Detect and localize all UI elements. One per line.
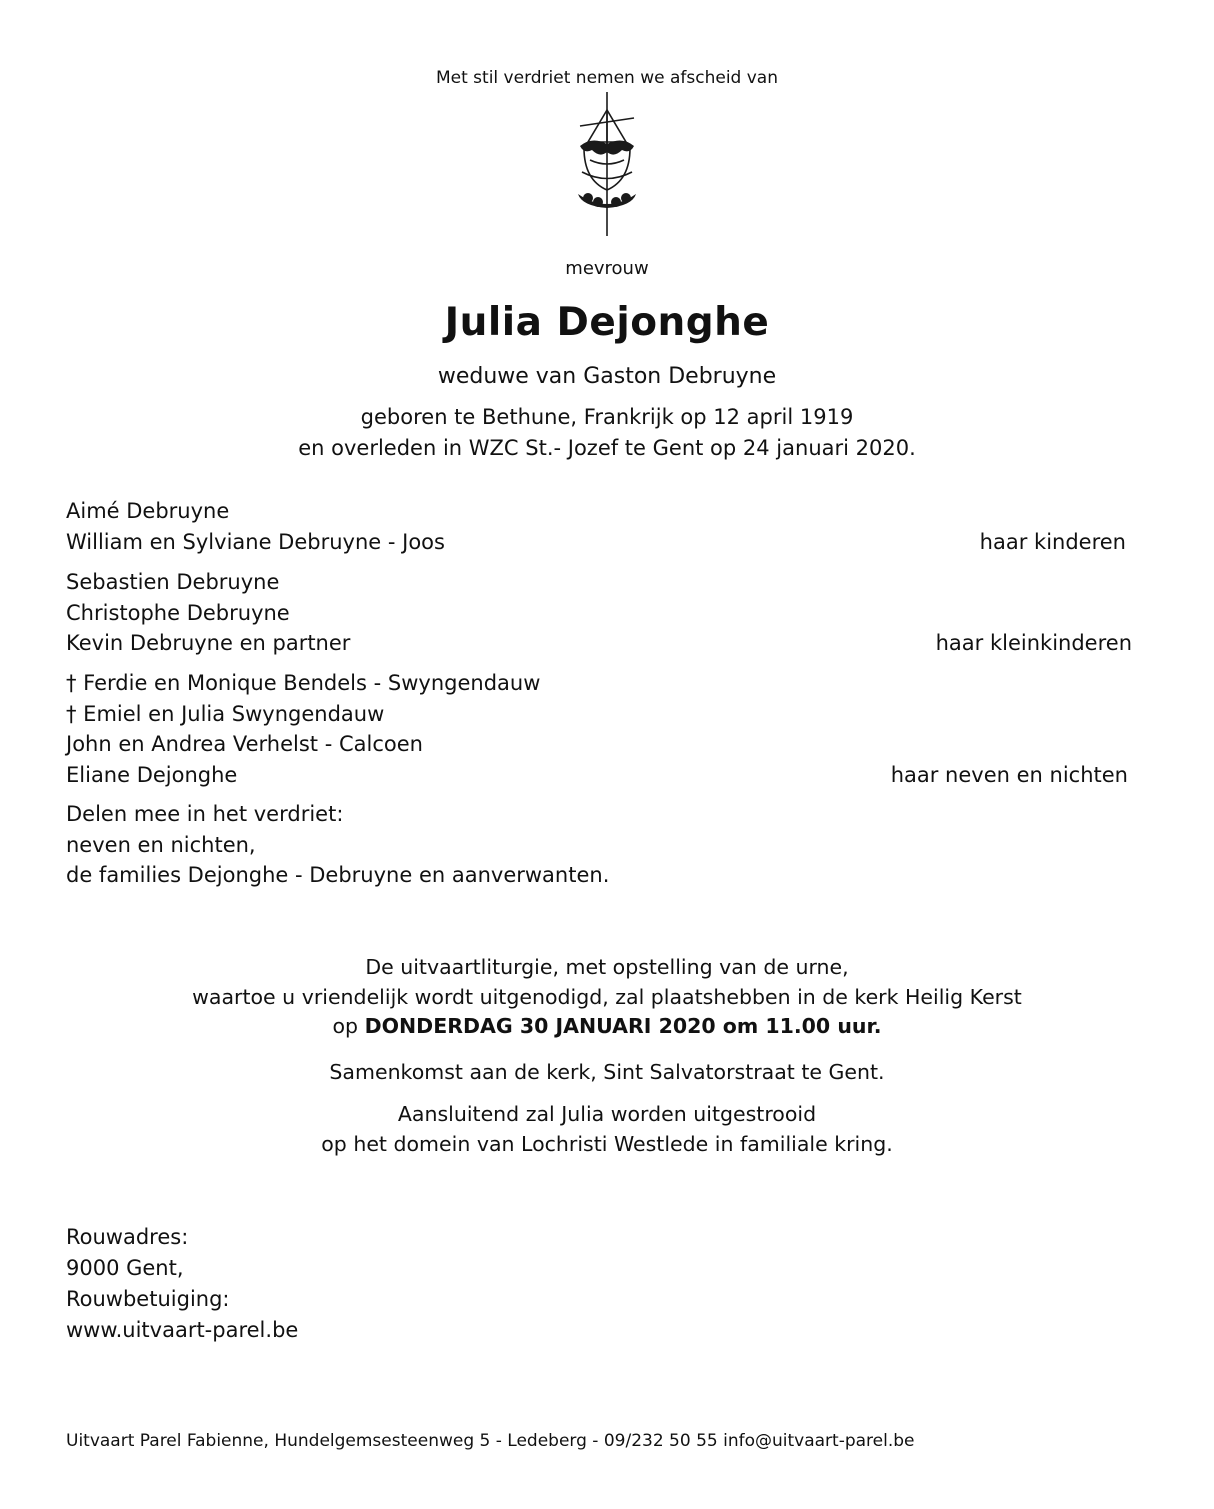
birth-info: geboren te Bethune, Frankrijk op 12 april 1919	[360, 405, 854, 429]
intro-text: Met stil verdriet nemen we afscheid van	[435, 68, 779, 88]
sharing-line: de families Dejonghe - Debruyne en aanverwanten.	[66, 863, 610, 887]
family-member: William en Sylviane Debruyne - Joos	[66, 529, 445, 554]
meeting-info: Samenkomst aan de kerk, Sint Salvatorstraat te Gent.	[329, 1060, 885, 1084]
condolence-label: Rouwbetuiging:	[66, 1287, 230, 1311]
website-link[interactable]: www.uitvaart-parel.be	[66, 1318, 299, 1342]
family-member: † Emiel en Julia Swyngendauw	[66, 701, 385, 726]
footer-text: Uitvaart Parel Fabienne, Hundelgemsesteenweg 5 - Ledeberg - 09/232 50 55 info@uitvaart-parel.be	[66, 1431, 915, 1451]
service-line: waartoe u vriendelijk wordt uitgenodigd, zal plaatshebben in de kerk Heilig Kerst	[192, 984, 1022, 1009]
family-member: Eliane Dejonghe	[66, 762, 238, 787]
relation-label: haar kinderen	[979, 529, 1126, 554]
scattering-info	[0, 1100, 1214, 1159]
sharing-line: neven en nichten,	[66, 832, 256, 857]
family-member: Aimé Debruyne	[66, 499, 230, 523]
salutation: mevrouw	[565, 258, 649, 279]
grandchildren-group	[66, 567, 1132, 659]
cousins-group	[66, 668, 1132, 790]
scattering-line: op het domein van Lochristi Westlede in familiale kring.	[321, 1131, 893, 1156]
address: 9000 Gent,	[66, 1256, 184, 1280]
children-group	[66, 496, 1132, 557]
service-date-line	[0, 1012, 1214, 1042]
widow-of: weduwe van Gaston Debruyne	[437, 364, 777, 389]
family-list	[66, 496, 1132, 896]
family-member: † Ferdie en Monique Bendels - Swyngendauw	[66, 671, 541, 695]
sharing-group	[66, 799, 1132, 891]
date-prefix: op	[332, 1014, 365, 1038]
service-date: DONDERDAG 30 JANUARI 2020 om 11.00 uur.	[364, 1014, 882, 1038]
family-member: Sebastien Debruyne	[66, 570, 280, 594]
cross-anchor-heart-icon	[572, 90, 642, 238]
family-member: Kevin Debruyne en partner	[66, 631, 351, 655]
deceased-name: Julia Dejonghe	[444, 300, 770, 345]
relation-label: haar kleinkinderen	[935, 631, 1132, 655]
funeral-service-info	[0, 953, 1214, 1042]
contact-block	[66, 1222, 298, 1346]
scattering-line: Aansluitend zal Julia worden uitgestrooid	[397, 1102, 817, 1126]
address-label: Rouwadres:	[66, 1225, 189, 1249]
sharing-line: Delen mee in het verdriet:	[66, 802, 344, 826]
relation-label: haar neven en nichten	[890, 762, 1128, 787]
family-member: Christophe Debruyne	[66, 600, 290, 625]
family-member: John en Andrea Verhelst - Calcoen	[66, 732, 423, 756]
service-line: De uitvaartliturgie, met opstelling van de urne,	[365, 955, 849, 979]
death-info: en overleden in WZC St.- Jozef te Gent op 24 januari 2020.	[298, 436, 916, 460]
